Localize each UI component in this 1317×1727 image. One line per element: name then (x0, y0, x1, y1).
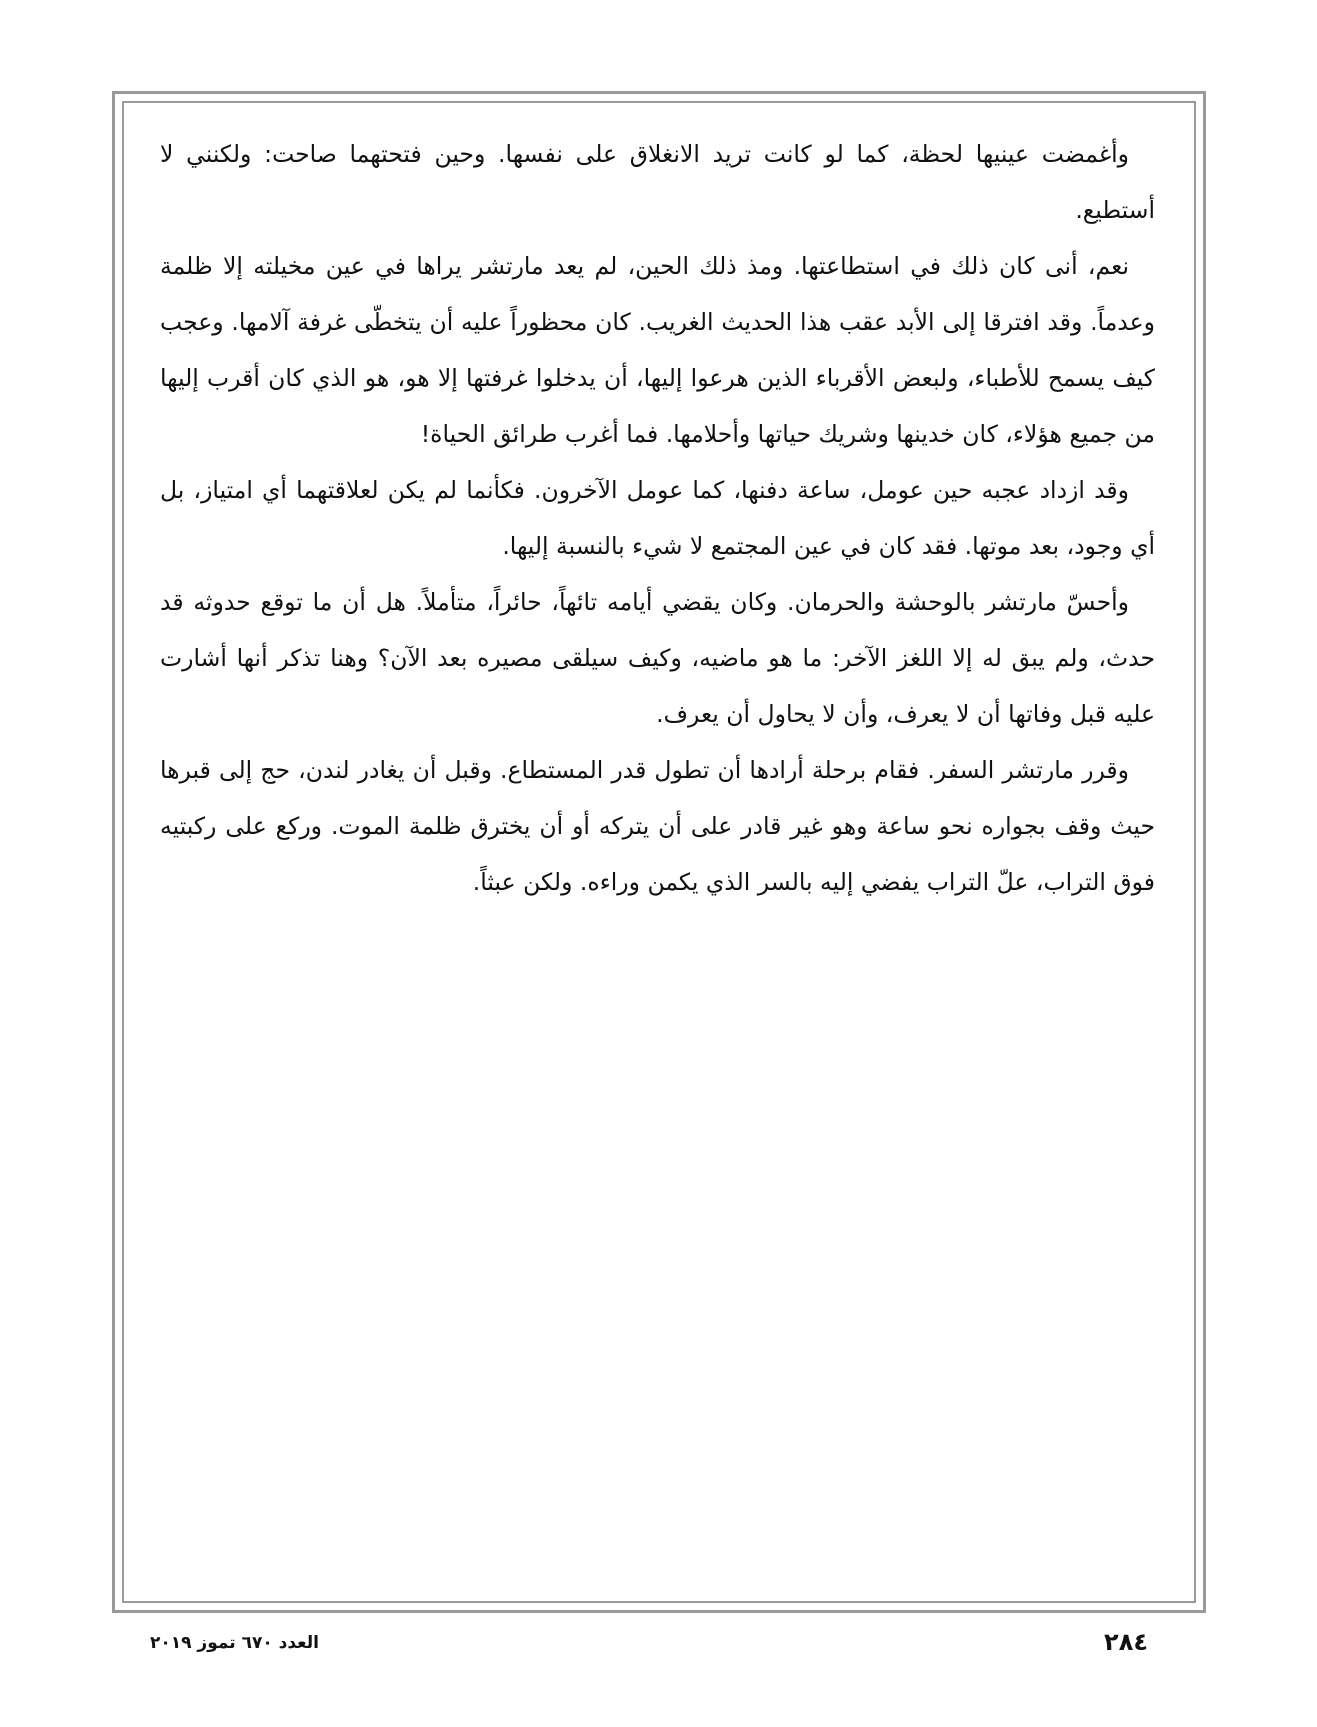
issue-info: العدد ٦٧٠ تموز ٢٠١٩ (150, 1633, 319, 1653)
paragraph-5: وقرر مارتشر السفر. فقام برحلة أرادها أن تطول قدر المستطاع. وقبل أن يغادر لندن، حج إلى قبرها حيث وقف بجواره نحو ساعة وهو غير قادر على أن يتركه أو أن يخترق ظلمة الموت. وركع على ركبتيه فوق التراب، علّ التراب يفضي إليه بالسر الذي يكمن وراءه. ولكن عبثاً. (160, 756, 1155, 896)
paragraph-3: وقد ازداد عجبه حين عومل، ساعة دفنها، كما عومل الآخرون. فكأنما لم يكن لعلاقتهما أي امتياز، بل أي وجود، بعد موتها. فقد كان في عين المجتمع لا شيء بالنسبة إليها. (160, 476, 1155, 560)
paragraph-2: نعم، أنى كان ذلك في استطاعتها. ومذ ذلك الحين، لم يعد مارتشر يراها في عين مخيلته إلا ظلمة وعدماً. وقد افترقا إلى الأبد عقب هذا الحديث الغريب. كان محظوراً عليه أن يتخطّى غرفة آلامها. وعجب كيف يسمح للأطباء، ولبعض الأقرباء الذين هرعوا إليها، أن يدخلوا غرفتها إلا هو، هو الذي كان أقرب إليها من جميع هؤلاء، كان خدينها وشريك حياتها وأحلامها. فما أغرب طرائق الحياة! (160, 252, 1155, 448)
page-number: ٢٨٤ (1104, 1628, 1148, 1656)
paragraph-4: وأحسّ مارتشر بالوحشة والحرمان. وكان يقضي أيامه تائهاً، حائراً، متأملاً. هل أن ما توقع حدوثه قد حدث، ولم يبق له إلا اللغز الآخر: ما هو ماضيه، وكيف سيلقى مصيره بعد الآن؟ وهنا تذكر أنها أشارت عليه قبل وفاتها أن لا يعرف، وأن لا يحاول أن يعرف. (160, 588, 1155, 728)
article-body (160, 126, 1155, 910)
paragraph-1: وأغمضت عينيها لحظة، كما لو كانت تريد الانغلاق على نفسها. وحين فتحتهما صاحت: ولكنني لا أستطيع. (160, 140, 1155, 224)
